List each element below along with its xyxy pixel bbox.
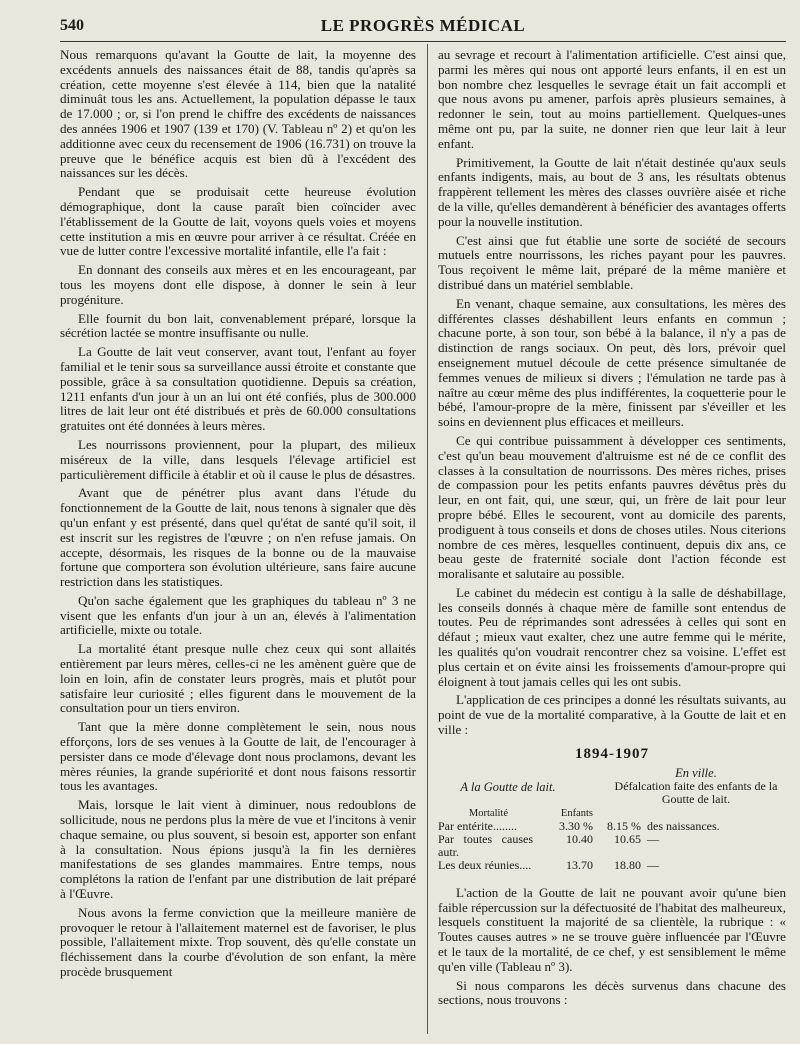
paragraph: La mortalité étant presque nulle chez ceux qui sont allaités entièrement par leurs mères, celles-ci ne les amènent guère que de loin en loin, afin de constater leurs progrès, mais et plutôt pour satisfaire leur curiosité ; elles figurent dans le mouvement de la consultation pour un tiers environ. (60, 641, 416, 716)
paragraph: Pendant que se produisait cette heureuse évolution démographique, dont la cause paraît bien coïncider avec l'établissement de la Goutte de lait, voyons quels voies et moyens cette institution a mis en œuvre pour arriver à ce résultat. Créée en vue de lutter contre l'excessive mortalité infantile, elle l'a fait : (60, 184, 416, 259)
table-row (438, 820, 786, 833)
header-rule (60, 41, 786, 42)
table-right-subheader: Défalcation faite des enfants de la Goutte de lait. (614, 778, 778, 806)
running-title: LE PROGRÈS MÉDICAL (320, 16, 526, 35)
paragraph: Primitivement, la Goutte de lait n'était destinée qu'aux seuls enfants indigents, mais, au bout de 3 ans, les résultats obtenus frappèrent tellement les mères des classes ouvrière aisée et riche de la ville, qu'elles demandèrent à bénéficier des avantages offerts pour la nouvelle institution. (438, 154, 786, 229)
paragraph: Elle fournit du bon lait, convenablement préparé, lorsque la sécrétion lactée se montre insuffisante ou nulle. (60, 310, 416, 341)
table-left-header: A la Goutte de lait. (460, 779, 556, 794)
paragraph: L'action de la Goutte de lait ne pouvant avoir qu'une bien faible répercussion sur la défectuosité de l'habitat des malheureux, lesquels constituent la majorité de sa clientèle, la rubrique : « Toutes causes autres » ne se trouve guère influencée par l'Œuvre et le taux de la mortalité, de ce chef, y est sensiblement le même qu'en ville (Tableau nº 3). (438, 884, 786, 974)
col-header-enfants: Enfants (560, 807, 593, 819)
mortality-table (438, 745, 786, 872)
goutte-value: 3.30 % (559, 818, 593, 833)
paragraph: Nous remarquons qu'avant la Goutte de lait, la moyenne des excédents annuels des naissances était de 88, tandis qu'après sa création, cette moyenne s'est élevée à 114, bien que la natalité diminuât tous les ans. Actuellement, la population dépasse le taux de 17.000 ; or, si l'on prend le chiffre des excédents de naissances des années 1906 et 1907 (139 et 170) (V. Tableau nº 2) et qu'on les additionne avec ceux du recensement de 1906 (16.731) on trouve la preuve que le bénéfice acquis est bien dû à l'excédent des naissances sur les décès. (60, 48, 416, 181)
left-column (60, 48, 416, 1036)
paragraph: En venant, chaque semaine, aux consultations, les mères des différentes classes déshabillent leurs enfants en commun ; chacune porte, à son tour, son bébé à la balance, il n'y a pas de distinction de rangs sociaux. On peut, dès lors, prévoir quel enseignement mutuel découle de cette présence simultanée de femmes venues de milieux si divers ; l'émulation ne tarde pas à naître au cœur même des plus indifférentes, la coquetterie pour le bébé, l'amour-propre de la mère, finissent par s'éveiller et les soins en deviennent plus efficaces et meilleurs. (438, 295, 786, 430)
ville-value: 8.15 % (607, 818, 641, 833)
row-note: des naissances. (647, 818, 720, 833)
row-label: Par toutes causes autr. (438, 831, 533, 859)
row-note: — (647, 831, 659, 846)
paragraph: Les nourrissons proviennent, pour la plupart, des milieux miséreux de la ville, dans lesquels l'élevage artificiel est particulièrement difficile à établir et où il cause le plus de désastres. (60, 436, 416, 482)
paragraph: Qu'on sache également que les graphiques du tableau nº 3 ne visent que les enfants d'un jour à un an, élevés à l'alimentation artificielle, mixte ou totale. (60, 592, 416, 638)
column-divider (427, 44, 428, 1034)
paragraph: Ce qui contribue puissamment à développer ces sentiments, c'est qu'un beau mouvement d'altruisme est né de ce conflit des classes à la consultation de nourrissons. Des mères riches, prises de compassion pour les petits enfants pauvres dévêtus près du leur, en ont fait, qui, une sœur, qui, un frère de lait pour leur propre bébé. Elles le secourent, vont au domicile des parents, prodiguent à tous conseils et dons de choses utiles. Nous citerions nombre de ces mères, lesquelles continuent, depuis dix ans, ce beau geste de fraternité sociale dont l'action féconde est moralisante et salutaire au possible. (438, 432, 786, 582)
row-note: — (647, 857, 659, 872)
row-label: Par entérite........ (438, 818, 517, 833)
goutte-value: 13.70 (566, 857, 593, 872)
paragraph: Tant que la mère donne complètement le sein, nous nous efforçons, lors de ses venues à la Goutte de lait, de l'encourager à persister dans ce mode d'élevage dont nous proclamons, devant les mères réunies, la grande supériorité et dont nous faisons ressortir tous les avantages. (60, 719, 416, 794)
table-right-header: En ville. (675, 765, 717, 780)
paragraph: La Goutte de lait veut conserver, avant tout, l'enfant au foyer familial et le tenir sous sa surveillance aussi étroite et constante que possible, grâce à sa consultation quotidienne. Depuis sa création, 1211 enfants d'un jour à un an lui ont été confiés, plus de 300.000 litres de lait leur ont été distribués et près de 60.000 consultations gratuites ont été données à leurs mères. (60, 344, 416, 434)
right-column (438, 48, 786, 1036)
paragraph: au sevrage et recourt à l'alimentation artificielle. C'est ainsi que, parmi les mères qui nous ont apporté leurs enfants, il en est un bon nombre chez lesquelles le sevrage était un fait accompli et que nous avons pu amener, parfois après plusieurs semaines, à redonner le sein, tout au moins partiellement. Quelques-unes même ont pu, par la suite, ne donner rien que leur lait à leur enfant. (438, 48, 786, 151)
ville-value: 10.65 (614, 831, 641, 846)
paragraph: Nous avons la ferme conviction que la meilleure manière de provoquer le retour à l'allaitement maternel est de favoriser, le plus possible, l'allaitement mixte. Trop souvent, dès qu'elle constate un fléchissement dans la courbe d'évolution de son enfant, la mère procède brusquement (60, 904, 416, 980)
table-year-range: 1894-1907 (575, 745, 649, 762)
paragraph: Mais, lorsque le lait vient à diminuer, nous redoublons de sollicitude, nous ne perdons plus la mère de vue et l'incitons à venir chaque semaine, ou plus souvent, si besoin est, apporter son enfant à la consultation. Nous épions jusqu'à la fin les dernières manifestations de ses glandes mammaires. Entre temps, nous complétons la ration de l'enfant par une distribution de lait préparé à l'Œuvre. (60, 797, 416, 902)
paragraph: En donnant des conseils aux mères et en les encourageant, par tous les moyens dont elle dispose, à donner le sein à leur progéniture. (60, 262, 416, 307)
goutte-value: 10.40 (566, 831, 593, 846)
ville-value: 18.80 (614, 857, 641, 872)
table-row (438, 859, 786, 872)
page-header (60, 14, 786, 42)
paragraph: Si nous comparons les décès survenus dans chacune des sections, nous trouvons : (438, 977, 786, 1008)
page-number: 540 (60, 17, 84, 34)
paragraph: L'application de ces principes a donné les résultats suivants, au point de vue de la mortalité comparative, à la Goutte de lait et en ville : (438, 692, 786, 738)
paragraph: Le cabinet du médecin est contigu à la salle de déshabillage, les conseils donnés à chaque mère de famille sont entendus de toutes. Peu de réprimandes sont adressées à celles qui sont en défaut ; mieux vaut exalter, chez une autre femme qui le mérite, les qualités qu'on voudrait rencontrer chez sa voisine. L'effet est plus certain et on évite ainsi les froissements d'amour-propre qui éloignent à tout jamais celles qui les ont subis. (438, 584, 786, 689)
table-row (438, 833, 786, 859)
paragraph: C'est ainsi que fut établie une sorte de société de secours mutuels entre nourrissons, les riches payant pour les pauvres. Tous reçoivent le même lait, préparé de la même manière et distribué dans un matériel semblable. (438, 232, 786, 292)
row-label: Les deux réunies.... (438, 857, 532, 872)
col-header-mortalite: Mortalité (468, 807, 508, 819)
paragraph: Avant que de pénétrer plus avant dans l'étude du fonctionnement de la Goutte de lait, nous tenons à signaler que dès qu'un enfant y est présenté, dans quel qu'état de santé qu'il soit, il est inscrit sur les registres de l'œuvre ; on n'en refuse jamais. On accepte, désormais, les risques de la bonne ou de la mauvaise fortune que comportera son évolution ultérieure, sans faire aucune restriction dans les statistiques. (60, 485, 416, 590)
